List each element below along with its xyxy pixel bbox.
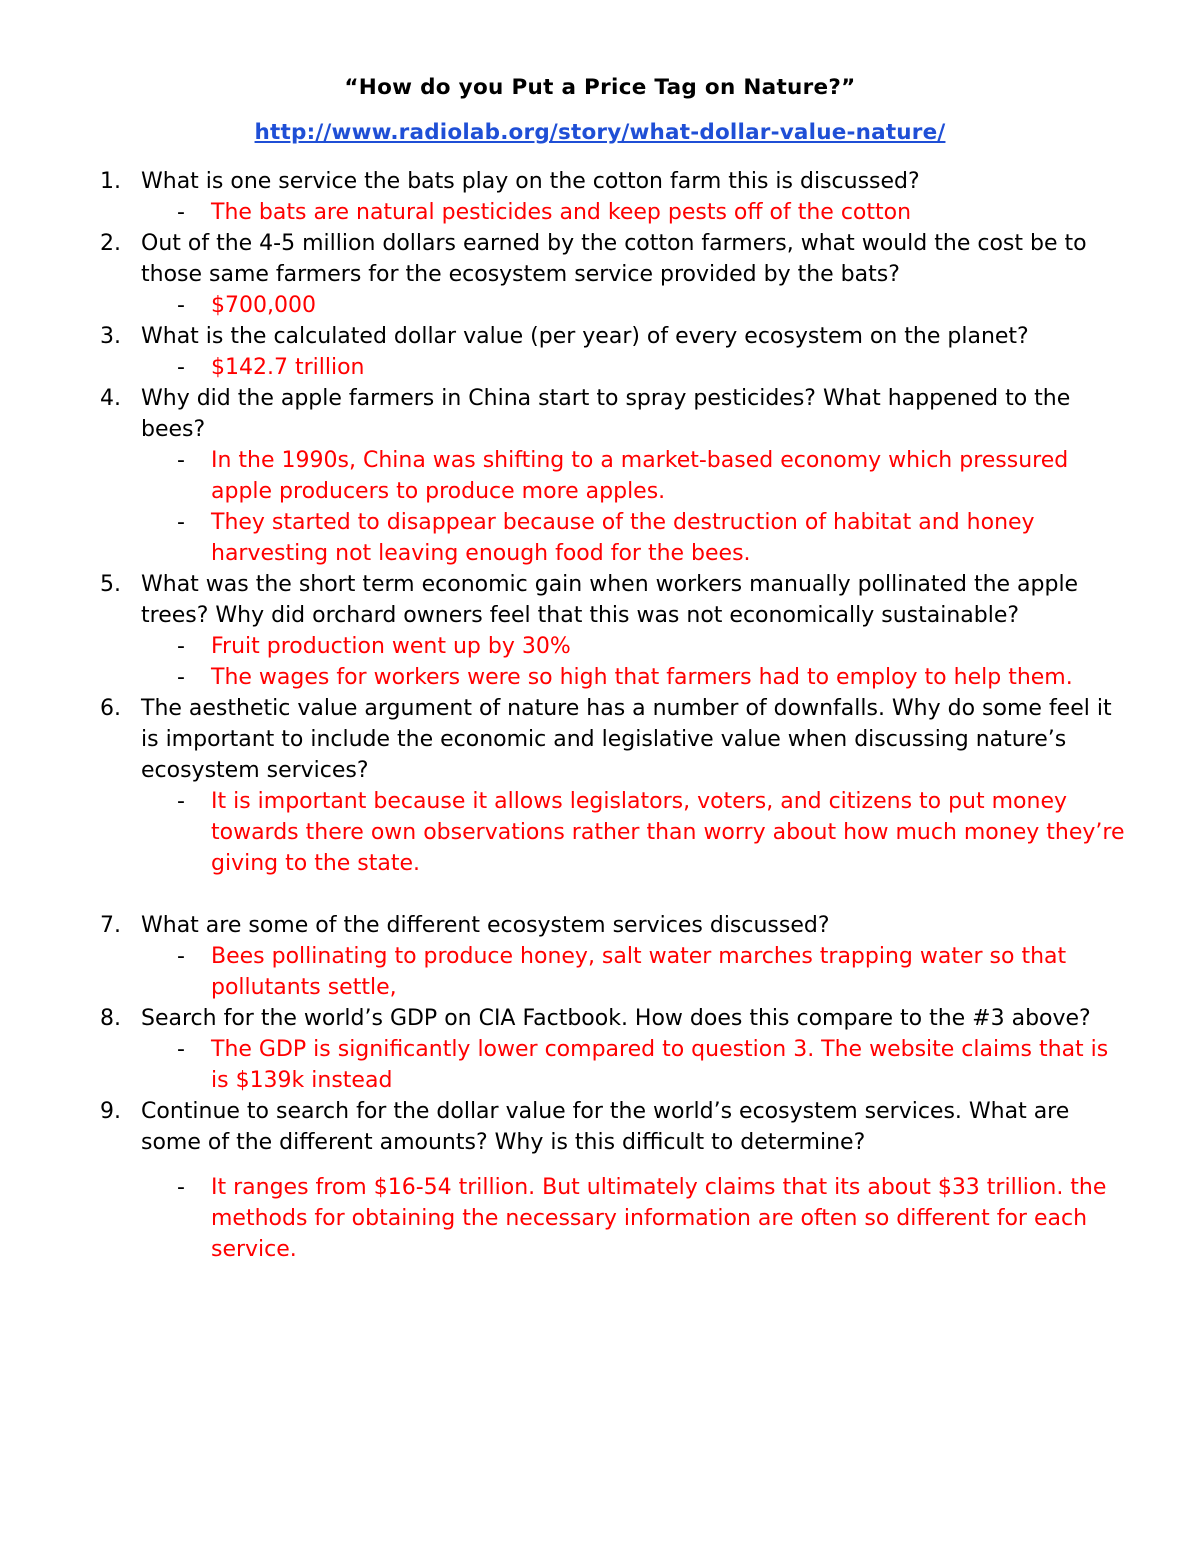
- question-number: 4.: [100, 386, 121, 411]
- bullet-dash: -: [177, 944, 185, 969]
- bullet-dash: -: [177, 789, 185, 814]
- question-2: [100, 228, 1130, 290]
- question-7: [100, 910, 1130, 941]
- question-3: [100, 321, 1130, 352]
- question-text: What is one service the bats play on the cotton farm this is discussed?: [141, 169, 920, 194]
- spacer: [100, 879, 1130, 910]
- answer-1-1: [0, 197, 1130, 228]
- answer-text: $142.7 trillion: [211, 355, 365, 380]
- answer-text: The bats are natural pesticides and keep pests off of the cotton: [211, 200, 912, 225]
- question-text: Why did the apple farmers in China start to spray pesticides? What happened to the bees?: [141, 386, 1071, 442]
- bullet-dash: -: [177, 448, 185, 473]
- question-5: [100, 569, 1130, 631]
- answer-3-1: [0, 352, 1130, 383]
- answer-text: The wages for workers were so high that farmers had to employ to help them.: [211, 665, 1073, 690]
- answer-text: The GDP is significantly lower compared to question 3. The website claims that is is $139k instead: [211, 1037, 1109, 1093]
- answer-text: In the 1990s, China was shifting to a market-based economy which pressured apple producers to produce more apples.: [211, 448, 1069, 504]
- bullet-dash: -: [177, 1175, 185, 1200]
- question-number: 9.: [100, 1099, 121, 1124]
- answer-9-1: [0, 1172, 1130, 1265]
- bullet-dash: -: [177, 293, 185, 318]
- bullet-dash: -: [177, 665, 185, 690]
- question-text: Out of the 4-5 million dollars earned by the cotton farmers, what would the cost be to those same farmers for the ecosystem service provided by the bats?: [141, 231, 1087, 287]
- question-number: 7.: [100, 913, 121, 938]
- bullet-dash: -: [177, 1037, 185, 1062]
- answer-text: $700,000: [211, 293, 316, 318]
- answer-text: They started to disappear because of the destruction of habitat and honey harvesting not leaving enough food for the bees.: [211, 510, 1035, 566]
- question-8: [100, 1003, 1130, 1034]
- question-number: 8.: [100, 1006, 121, 1031]
- spacer: [100, 1158, 1130, 1172]
- bullet-dash: -: [177, 634, 185, 659]
- question-9: [100, 1096, 1130, 1158]
- question-1: [100, 166, 1130, 197]
- page-title: “How do you Put a Price Tag on Nature?”: [344, 75, 856, 100]
- question-number: 1.: [100, 169, 121, 194]
- answer-text: It is important because it allows legislators, voters, and citizens to put money towards there own observations rather than worry about how much money they’re giving to the state.: [211, 789, 1125, 876]
- answer-6-1: [0, 786, 1130, 879]
- question-text: What are some of the different ecosystem services discussed?: [141, 913, 830, 938]
- answer-text: Fruit production went up by 30%: [211, 634, 571, 659]
- answer-text: It ranges from $16-54 trillion. But ultimately claims that its about $33 trillion. the methods for obtaining the necessary information are often so different for each service.: [211, 1175, 1107, 1262]
- answer-4-2: [0, 507, 1130, 569]
- bullet-dash: -: [177, 510, 185, 535]
- question-6: [100, 693, 1130, 786]
- radiolab-link[interactable]: http://www.radiolab.org/story/what-dollar-value-nature/: [254, 120, 946, 145]
- answer-4-1: [0, 445, 1130, 507]
- question-text: The aesthetic value argument of nature has a number of downfalls. Why do some feel it is important to include the economic and legislative value when discussing nature’s ecosystem services?: [141, 696, 1112, 783]
- question-text: What is the calculated dollar value (per year) of every ecosystem on the planet?: [141, 324, 1029, 349]
- answer-2-1: [0, 290, 1130, 321]
- answer-8-1: [0, 1034, 1130, 1096]
- answer-7-1: [0, 941, 1130, 1003]
- bullet-dash: -: [177, 355, 185, 380]
- question-list: [100, 166, 1130, 1265]
- answer-text: Bees pollinating to produce honey, salt water marches trapping water so that pollutants settle,: [211, 944, 1067, 1000]
- question-text: Continue to search for the dollar value for the world’s ecosystem services. What are some of the different amounts? Why is this difficult to determine?: [141, 1099, 1070, 1155]
- bullet-dash: -: [177, 200, 185, 225]
- question-number: 5.: [100, 572, 121, 597]
- question-number: 3.: [100, 324, 121, 349]
- answer-5-1: [0, 631, 1130, 662]
- question-4: [100, 383, 1130, 445]
- question-text: What was the short term economic gain when workers manually pollinated the apple trees? Why did orchard owners feel that this was not economically sustainable?: [141, 572, 1079, 628]
- answer-5-2: [0, 662, 1130, 693]
- question-number: 2.: [100, 231, 121, 256]
- question-text: Search for the world’s GDP on CIA Factbook. How does this compare to the #3 above?: [141, 1006, 1091, 1031]
- question-number: 6.: [100, 696, 121, 721]
